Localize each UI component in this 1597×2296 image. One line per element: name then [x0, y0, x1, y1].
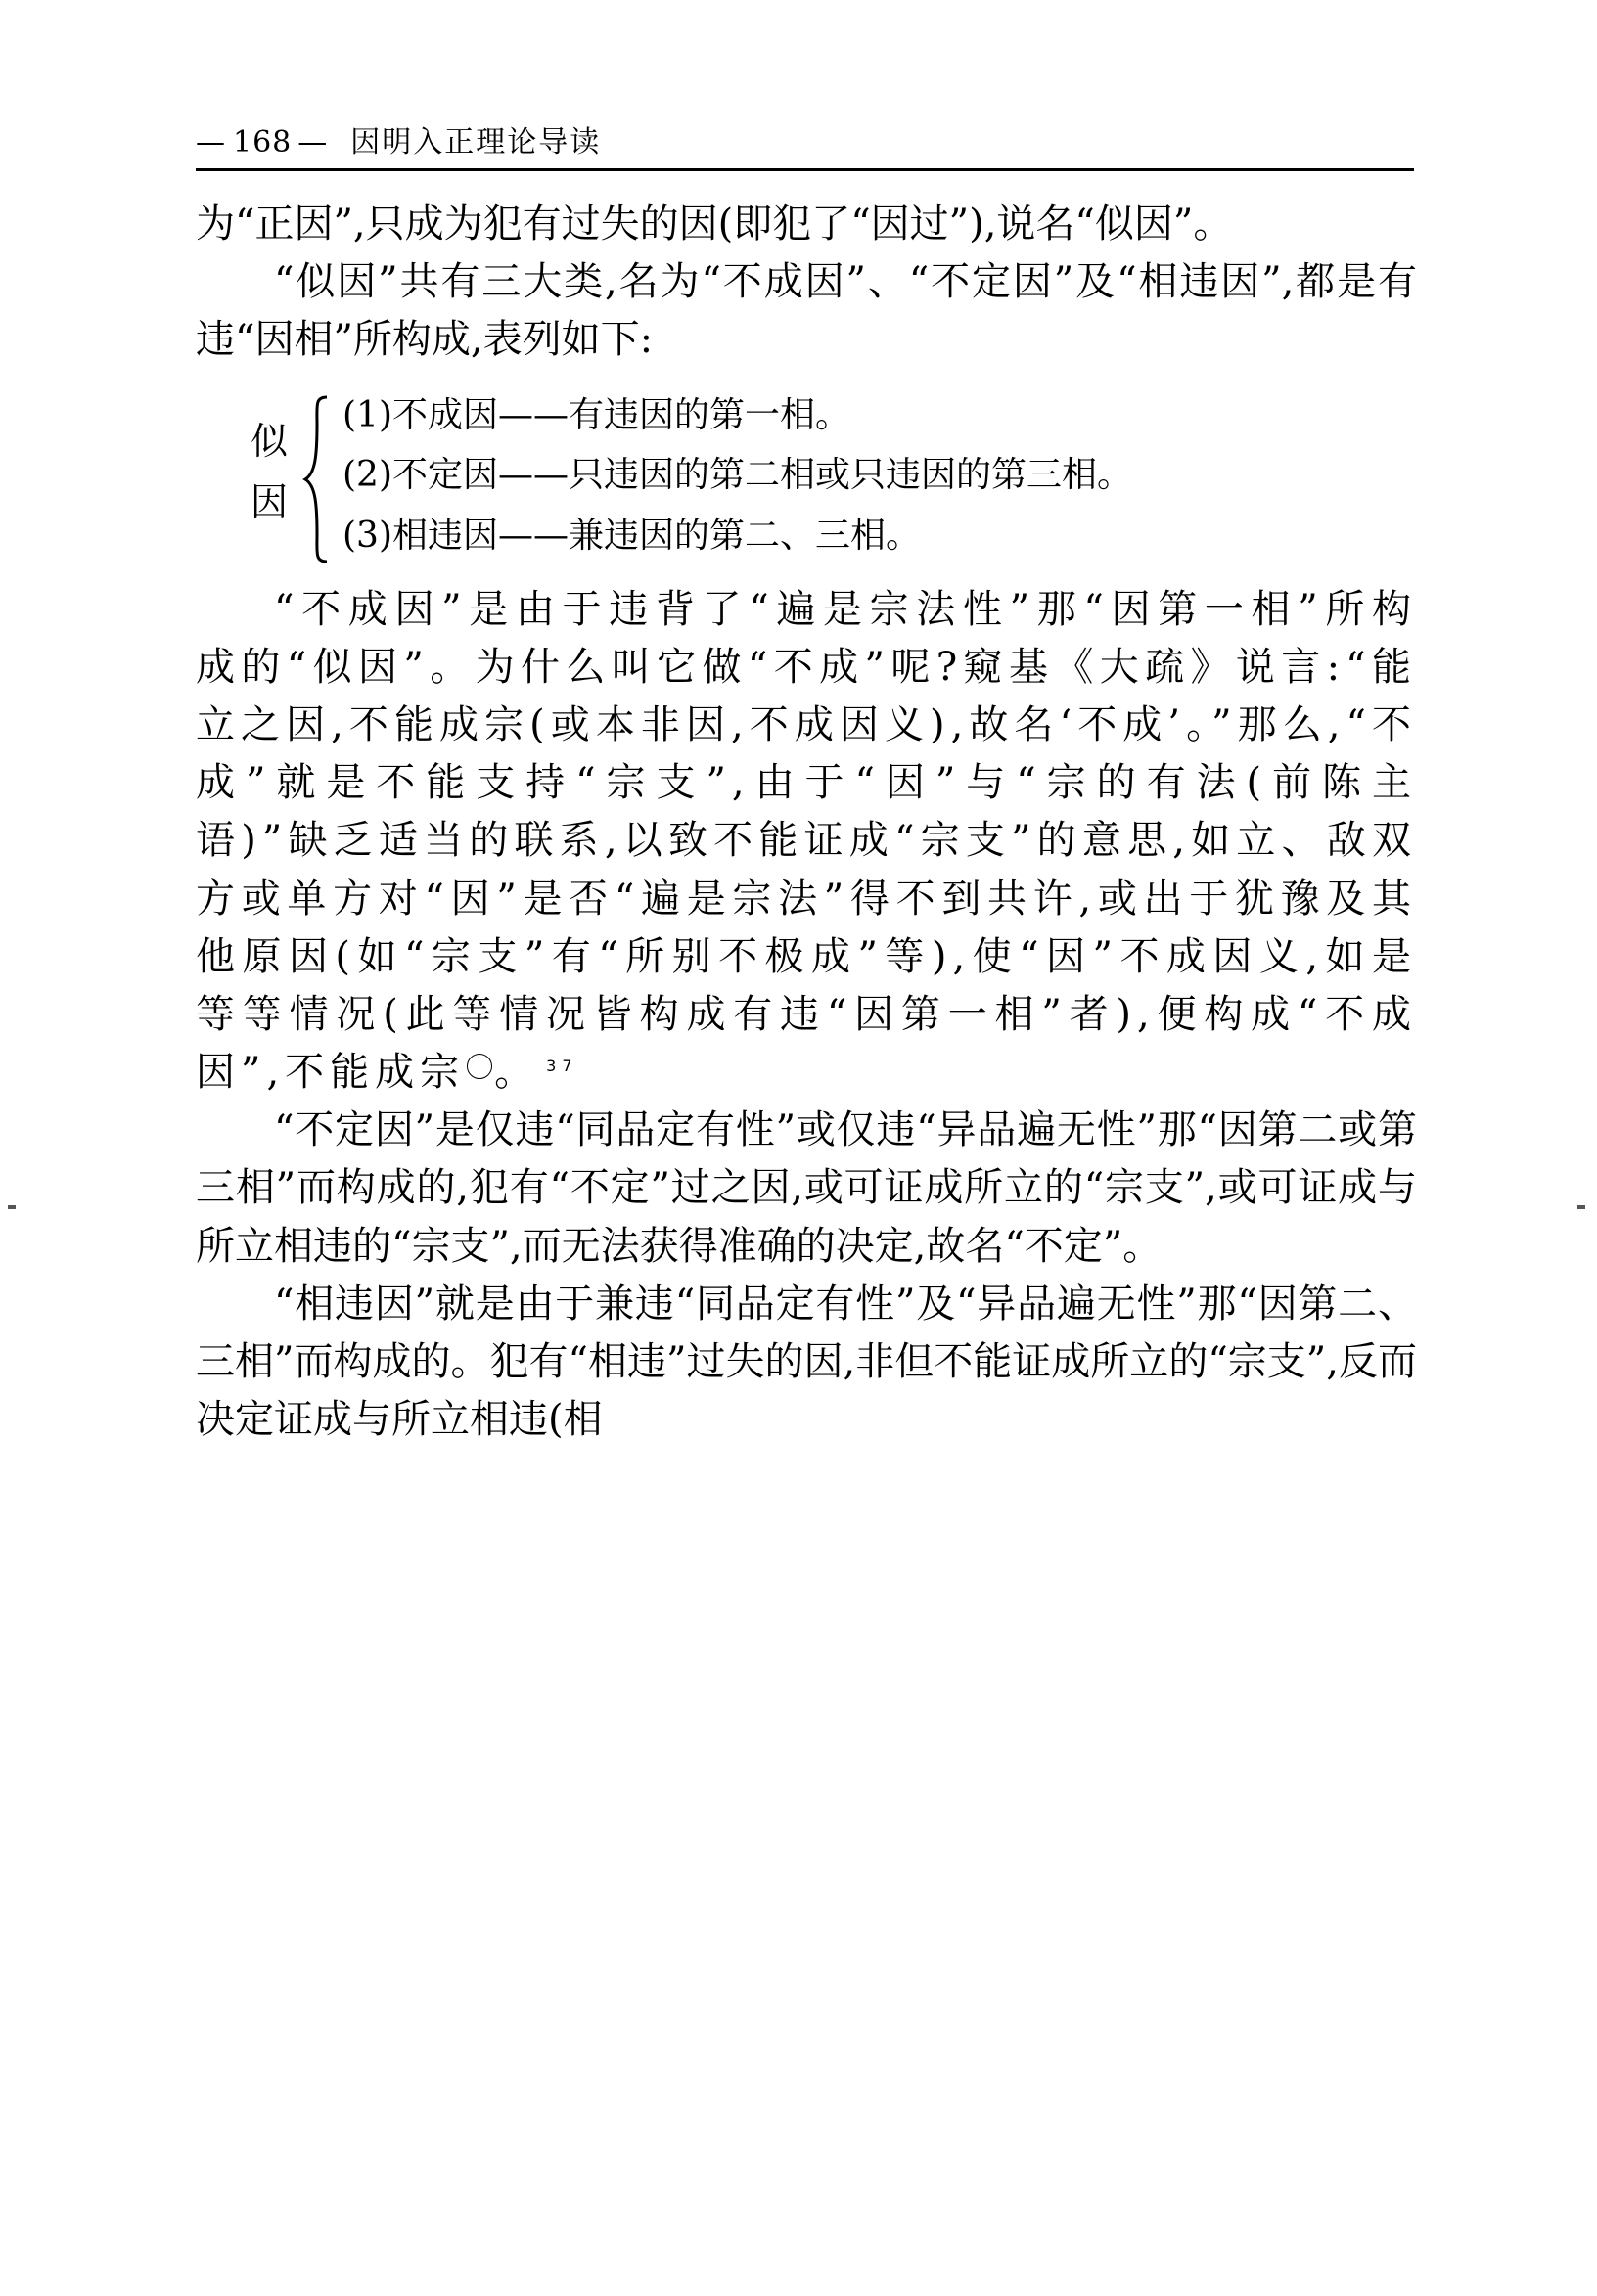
paragraph-1: 为“正因”,只成为犯有过失的因(即犯了“因过”),说名“似因”。: [196, 202, 1233, 247]
header-rule: [196, 168, 1414, 171]
list-brace-label: [247, 411, 292, 533]
paragraph-2: “似因”共有三大类,名为“不成因”、“不定因”及“相违因”,都是有违“因相”所构成,表列如下:: [196, 259, 1417, 363]
paragraph-5: “相违因”就是由于兼违“同品定有性”及“异品遍无性”那“因第二、三相”而构成的。犯有“相违”过失的因,非但不能证成所立的“宗支”,反而决定证成与所立相违(相: [196, 1281, 1417, 1443]
classification-list: [196, 385, 1417, 571]
paragraph-3-tail: 。: [494, 1050, 540, 1096]
paragraph-4: “不定因”是仅违“同品定有性”或仅违“异品遍无性”那“因第二或第三相”而构成的,犯有“不定”过之因,或可证成所立的“宗支”,或可证成与所立相违的“宗支”,而无法获得准确的决定,故名“不定”。: [196, 1107, 1417, 1269]
list-item: (1)不成因——有违因的第一相。: [342, 394, 850, 435]
book-title: 因明入正理论导读: [350, 125, 602, 159]
list-item: (3)相违因——兼违因的第二、三相。: [342, 516, 921, 557]
paragraph-3-text: “不成因”是由于违背了“遍是宗法性”那“因第一相”所构成的“似因”。为什么叫它做“不成”呢?窥基《大疏》说言:“能立之因,不能成宗(或本非因,不成因义),故名‘不成’。”那么,“不成”就是不能支持“宗支”,由于“因”与“宗的有法(前陈主语)”缺乏适当的联系,以致不能证成“宗支”的意思,如立、敌双方或单方对“因”是否“遍是宗法”得不到共许,或出于犹豫及其他原因(如“宗支”有“所别不极成”等),使“因”不成因义,如是等等情况(此等情况皆构成有违“因第一相”者),便构成“不成因”,不能成宗: [196, 586, 1417, 1096]
right-edge-mark: [1577, 1205, 1585, 1209]
list-label-top: 似: [250, 419, 288, 463]
paragraph-3: [196, 581, 1417, 1103]
dash-left: —: [196, 125, 227, 159]
dash-right: —: [297, 125, 330, 159]
running-head: [196, 117, 1409, 160]
list-label-bottom: 因: [250, 480, 288, 524]
list-item: (2)不定因——只违因的第二相或只违因的第三相。: [342, 455, 1132, 496]
page-number: 168: [233, 125, 293, 159]
curly-brace-icon: [301, 395, 329, 563]
left-edge-mark: [8, 1205, 16, 1209]
page-body: [196, 196, 1417, 1449]
footnote-marker: 37: [467, 1054, 492, 1079]
